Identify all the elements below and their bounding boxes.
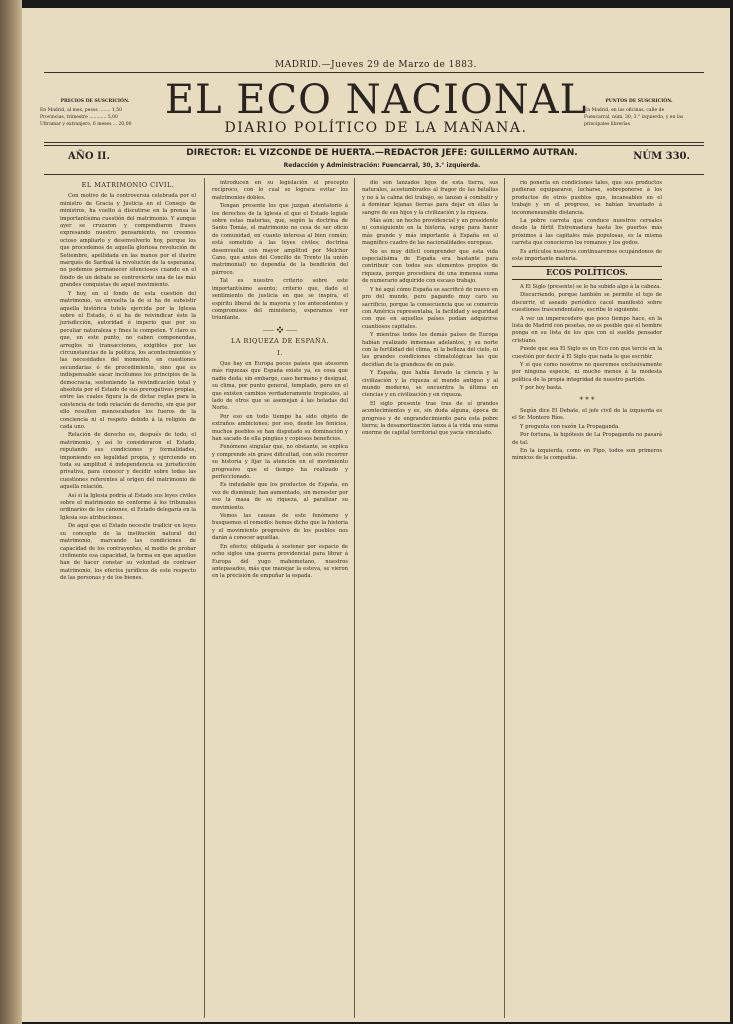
article-paragraph: No es muy difícil comprender que esta vida especialísima de España era bastante para contribuir con todos sus elementos propios de riqueza, porque procediera de una inmensa suma de numerario adquirido con escaso trabajo. — [362, 248, 498, 285]
masthead-rule-double — [44, 145, 704, 146]
article-paragraph: Vemos las causas de este fenómeno y busquemos el remedio: hemos dicho que la historia y el movimiento progresivo de los pueblos nos darán á conocer aquéllas. — [212, 513, 348, 542]
subscription-prices-heading: PRECIOS DE SUSCRICIÓN. — [60, 99, 130, 104]
article-paragraph: A ver un imperecedero que poco tiempo hace, en la lista de Madrid con pesetas, no es posible que el hombre ponga en su lista de los que con el sueldo pensador cristiano. — [512, 315, 662, 344]
article-paragraph: introducen en su legislación el precepto recíproco, con lo cual se lograra evitar los matrimonios dobles. — [212, 180, 348, 201]
article-heading: EL MATRIMONIO CIVIL. — [81, 181, 175, 189]
column-4 — [512, 180, 662, 464]
subscription-point-line: En Madrid, en las oficinas, calle de — [584, 108, 665, 113]
subscription-price-line: Ultramar y extranjero, 6 meses ... 20,00 — [40, 122, 132, 127]
article-paragraph: Y pregunta con razón La Propaganda. — [520, 423, 620, 430]
masthead-rule — [44, 142, 704, 143]
article-paragraph: Fenómeno singular que, no obstante, se explica y comprende sin grave dificultad, con sólo recorrer su historia y fijar la atención en el movimiento progresivo que el tiempo ha realizado y perfeccionado. — [212, 444, 348, 481]
article-paragraph: A El Siglo (presente) se le ha subido algo á la cabeza. — [520, 283, 662, 290]
article-paragraph: Y mientras todos los demás países de Europa habían realizado inmensas adelantos, y su norte con la fertilidad del clima, ni la belleza del cielo, ni las grandes condiciones climatológicas las que decidían de la grandeza de un país. — [362, 332, 498, 368]
masthead-subtitle: DIARIO POLÍTICO DE LA MAÑANA. — [224, 120, 528, 136]
article-paragraph: Por eso en todo tiempo ha sido objeto de extraños ambiciones; por eso, desde los fenicios, muchos pueblos se han disputado su dominación y han sacado de ella pingües y copiosos beneficios. — [212, 413, 348, 442]
article-paragraph: rio ponerla en condiciones tales, que sus productos pudieran equipararse, lucharse, sobreponerse á los productos de otros pueblos que, incansables en el trabajo y en el progreso, se habían levantado á inconmensurable distancia. — [512, 180, 662, 216]
article-paragraph: Tal es nuestro criterio sobre este importantísimo asunto; criterio que, dado el sentimiento de justicia en que se inspira, el espíritu liberal de la mayoría y los antecedentes y compromisos del ministerio, esperamos ver triunfante. — [212, 278, 348, 322]
year-label: AÑO II. — [68, 151, 110, 162]
column-divider — [354, 178, 355, 1018]
subscription-points-heading: PUNTOS DE SUSCRICIÓN. — [605, 99, 673, 104]
section-ornament: ⸺ ❖ ⸺ — [262, 325, 298, 334]
article-paragraph: Y hé aquí cómo España se sacrificó de nuevo en pro del mundo, pero pagando muy caro su sacrificio, porque la consecuencia que se comercio con América representaba, la facilidad y seguridad con que en aquellos países podían adquirirse cuantiosos capitales. — [362, 286, 498, 330]
column-2 — [212, 180, 348, 582]
subscription-price-line: En Madrid, al mes, pesos ........ 1,50 — [40, 108, 122, 113]
subscription-point-line: Fuencarral, núm. 30, 3.° izquierda, y en las — [584, 115, 684, 120]
article-paragraph: Más aún; un hecho providencial y un presidente ni consiguiente en la historia, surge para hacer más grande y más importante á España en el magnífico cuadro de las nacionalidades europeas. — [362, 218, 498, 247]
article-paragraph: Y sí que como nosotros no queremos exclusivamente por ninguna especie, ni mucho menos á la modesta política de la propia integridad de nuestro partido. — [512, 361, 662, 383]
column-divider — [204, 178, 205, 1018]
article-paragraph: La pobre carreta que conduce nuestros cereales desde la fértil Extremadura hasta los puertos más próximos á las capitales más populosas, es la misma carreta que conocieron los romanos y los godos. — [512, 218, 662, 247]
masthead-title: EL ECO NACIONAL — [164, 77, 588, 123]
article-paragraph: Relación de derecho es, después de todo, el matrimonio, y así lo consideraron el Estado, reputando sus condiciones y formalidades, imponiendo en legalidad propia, y ejerciendo en toda su amplitud é independencia su jurisdicción privativa, para conocer y decidir sobre todas las cuestiones referentes al origen del matrimonio de aquella relación. — [60, 432, 196, 491]
article-paragraph: Y España, que había llevado la ciencia y la civilización y la riqueza al mundo antiguo y al mundo moderno, se encuentra la última en ciencias y en civilización y en riqueza. — [362, 370, 498, 399]
book-spine — [0, 0, 22, 1024]
article-paragraph: Según dice El Debate, el jefe civil de la izquierda es el Sr. Montero Ríos. — [512, 407, 662, 422]
columns-top-rule — [44, 174, 704, 175]
article-paragraph: En la izquierda, como en Pipo, todos son primeros mímicos de la compañía. — [512, 448, 662, 462]
article-heading: LA RIQUEZA DE ESPAÑA. — [230, 337, 329, 346]
article-paragraph: En efecto; obligada á sostener por espacio de ocho siglos una guerra providencial para librar á Europa del yugo mahometano, nuestros antepasados, más que manejar la esteva, se vieron en la precisión de empuñar la espada. — [212, 543, 348, 580]
date-line: MADRID.—Jueves 29 de Marzo de 1883. — [274, 60, 478, 70]
admin-line: Redacción y Administración: Fuencarral, 30, 3.° izquierda. — [283, 162, 481, 169]
article-paragraph: Que hay en Europa pocos países que atesoren más riquezas que España existe ya, es cosa que nadie duda; sin embargo, caso hermano y desigual, su clima, por punto general, templado, pero en el que existen cambios verdaderamente tropicales, al lado de otros que se asemejan á las heladas del Norte. — [212, 360, 348, 412]
newspaper-page — [22, 8, 730, 1022]
top-rule — [44, 72, 704, 73]
section-heading-ecos: ECOS POLÍTICOS. — [512, 266, 662, 279]
article-paragraph: Y por hoy basta. — [520, 385, 563, 392]
article-paragraph: Puede que sea El Siglo es un Eco con que tercie en la cuestión por decir á El Siglo que nada le que escribir. — [512, 346, 662, 360]
article-paragraph: Discurriendo, porque también se permite el tejo de discurrir, el aseado periódico cacel manifestó sobre cuestiones trascendentales, escribe lo siguiente. — [512, 292, 662, 314]
column-3 — [362, 180, 498, 439]
article-paragraph: El siglo presente trae tras de sí grandes acontecimientos y es, sin duda alguna, época de progreso y de engrandecimiento para esta pobre tierra; la desamortización lanza á la vida una suma enorme de capital territorial que yacía vinculado. — [362, 400, 498, 437]
article-paragraph: dio son lanzados lejos de esta tierra, sus naturales, acostumbrados al fragor de las batallas y no á la calma del trabajo, se lanzan á combatir y á dominar lejanas tierras para dejar en ellas la sangre de sus hijos y la civilización y la riqueza. — [362, 180, 498, 216]
article-paragraph: Tengan presente los que juzgan atentatorio á los derechos de la Iglesia el que el Estado legisle sobre estas materias, que, según la doctrina de Santo Tomás, el matrimonio no cesa de ser oficio de comunidad, en cuanto interesa al bien común; está sometido á las leyes civiles; doctrina desenvuelta con mayor amplitud por Melchor Cano, que antes del Concilio de Trento (la unión matrimonial) no dependía de la bendición del párroco. — [212, 203, 348, 276]
article-paragraph: Así si la Iglesia podría al Estado sus leyes civiles sobre el matrimonio no conforme á los tribunales ordinarios de los cánones, el Estado delegaría en la Iglesia sus atribuciones. — [60, 492, 196, 521]
article-paragraph: Es indudable que los productos de España, en vez de disminuir, han aumentado, sin menester por eso la masa de su riqueza, al paralizar su movimiento. — [212, 482, 348, 511]
director-line: DIRECTOR: EL VIZCONDE DE HUERTA.—REDACTOR JEFE: GUILLERMO AUTRAN. — [186, 148, 578, 158]
article-paragraph: Y hoy, en el fondo de esta cuestión del matrimonio, va envuelta la de si ha de subsistir aquella histórica tutela ejercida por la Iglesia sobre el Estado, ó si ha de reivindicar éste la jurisdicción, autoridad é imperio que por su peculiar naturaleza y fines le competen. Y claro es que, en este punto, no caben componendas, arreglos ni transacciones, exigibles por las circunstancias de la política, los acontecimientos y las necesidades del momento, en cuestiones secundarias ó de procedimiento, sino que es indispensable sacar incólumes los principios de la democracia, sosteniendo la reivindicación total y absoluta por el Estado de sus prerogativas propias, entre las cuales figura la de dictar reglas para la existencia de todo relación de derecho, sin que por ello resulten menoscabados los fueros de la conciencia ni el respeto debido á la religión de cada uno. — [60, 290, 196, 430]
column-1 — [60, 180, 196, 584]
article-part-number: I. — [277, 348, 283, 357]
article-paragraph: De aquí que el Estado necesite tradicir en leyes su concepto de la institución natural del matrimonio, marcando las condiciones de capacidad de los contrayentes, el medio de probar civilmente esa capacidad, la forma en que aquellos han de hacer constar su voluntad de contraer matrimonio, los efectos jurídicos de este respecto de las personas y de los bienes. — [60, 523, 196, 582]
section-ornament: * * * — [579, 395, 595, 404]
article-paragraph: Por fortuna, la hipótesis de La Propaganda no pasará de tal. — [512, 432, 662, 446]
subscription-point-line: principales librerías. — [584, 122, 632, 127]
subscription-price-line: Provincias, trimestre ............ 5,00 — [40, 115, 118, 120]
article-paragraph: Es artículos nuestros continuaremos ocupándonos de este importante materia. — [512, 248, 662, 263]
column-divider — [504, 178, 505, 1018]
issue-number: NÚM 330. — [633, 151, 690, 162]
article-paragraph: Con motivo de la controversia celebrada por el ministro de Gracia y Justicia en el Consejo de ministros, ha vuelto á discutirse en la prensa la importantísima cuestión del matrimonio. Y aunque ayer se cruzaron y compendiaron frases expresando nuestro pensamiento, no creemos ocioso ampliarlo y desenvolverlo hoy, porque los que procedemos de aquella gloriosa revolución de Setiembre, apellidada en las manos por el ilustre marqués de Sardoal la revolución de la esperanza, no podemos permanecer silenciosos cuando en el fondo de un debate se controvierte una de las más grandes conquistas de aquel movimiento. — [60, 193, 196, 289]
